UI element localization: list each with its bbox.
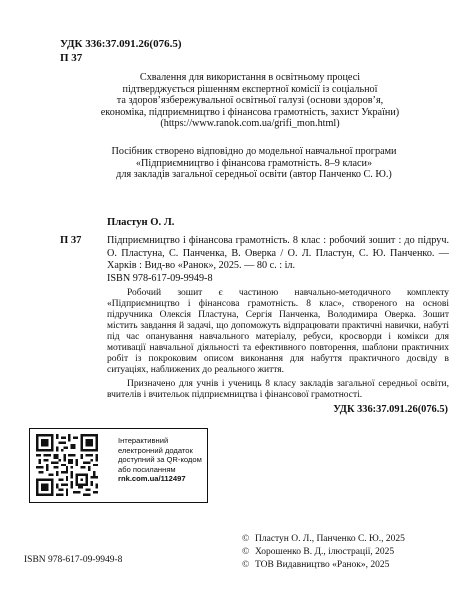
program-notice [62,146,446,181]
isbn-card: ISBN 978-617-09-9949-8 [107,273,213,284]
qr-line: або посиланням [118,464,176,474]
qr-line: Інтерактивний [118,436,169,445]
copyright-row [242,533,405,546]
purpose-paragraph: Призначено для учнів і учениць 8 класу закладів загальної середньої освіти, вчителів і вчительок підприємництва і фінансової грамотності. [107,379,449,400]
qr-description [118,436,206,484]
qr-link[interactable]: rnk.com.ua/112497 [118,474,186,483]
qr-line: доступний за QR-кодом [118,455,202,464]
isbn-bottom: ISBN 978-617-09-9949-8 [24,555,123,565]
approval-line: та здоров’язбережувальної освітньої галузі (основи здоров’я, [116,95,384,106]
abstract-paragraph: Робочий зошит є частиною навчально-методичного комплекту «Підприємництво і фінансова грамотність. 8 клас», створеного на основі підручника Олексія Пластуна, Сергія Панченка, Володимира Оверка. Зошит містить завдання й задачі, що допоможуть відпрацювати практичні навички, набуті під час опанування навчального матеріалу, ребуси, кросворди і комікси для мотивації навчальної діяльності та ефективного повторення, шаблони практичних робіт із покроковим описом виконання для набуття практичного досвіду в ситуаціях, наближених до реального життя. [107,288,449,375]
copyright-icon: © [242,547,250,557]
bibliographic-description: Підприємництво і фінансова грамотність. 8 клас : робочий зошит : до підруч. О. Пластуна, С. Панченка, В. Оверка / О. Л. Пластун, С. Ю. Панченко. — Харків : Вид-во «Ранок», 2025. — 80 с. : іл. [107,235,449,271]
program-line: для закладів загальної середньої освіти (автор Панченко С. Ю.) [116,169,392,180]
program-line: Посібник створено відповідно до модельної навчальної програми [111,146,397,157]
copyright-text: Пластун О. Л., Панченко С. Ю., 2025 [255,534,405,544]
approval-line: Схвалення для використання в освітньому процесі [139,72,361,83]
copyright-block [242,533,405,572]
copyright-row [242,546,405,559]
udk-code-top: УДК 336:37.091.26(076.5) [60,38,182,50]
author-heading: Пластун О. Л. [107,217,175,228]
program-line: «Підприємництво і фінансова грамотність. 8–9 класи» [135,157,373,169]
copyright-row [242,559,405,572]
copyright-icon: © [242,534,250,544]
approval-line: підтверджується рішенням експертної комісії із соціальної [122,83,378,95]
copyright-text: Хорошенко В. Д., ілюстрації, 2025 [255,547,395,557]
copyright-icon: © [242,560,250,570]
author-mark-top: П 37 [60,52,83,64]
qr-info-box [29,428,208,503]
qr-line: електронний додаток [118,445,193,455]
qr-code-icon[interactable] [36,434,98,496]
approval-link[interactable]: (https://www.ranok.com.ua/grifi_mon.html) [160,118,340,129]
copyright-text: ТОВ Видавництво «Ранок», 2025 [255,560,390,570]
author-mark-card: П 37 [60,235,82,246]
approval-line: економіка, підприємництво і фінансова грамотність, захист України) [100,106,400,118]
udk-code-bottom: УДК 336:37.091.26(076.5) [333,404,448,415]
approval-notice [80,72,420,130]
